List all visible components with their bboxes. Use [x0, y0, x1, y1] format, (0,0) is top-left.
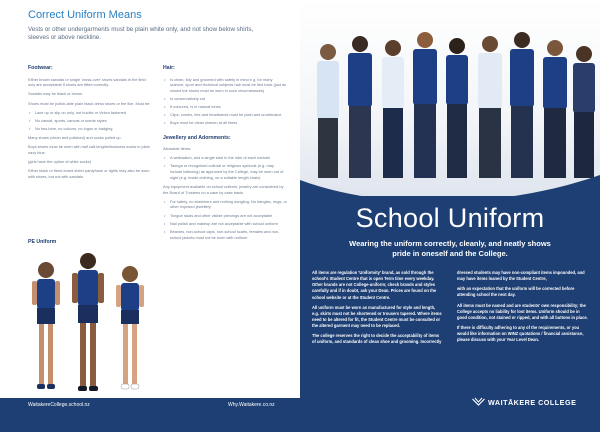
list-item: • A wristwatch, and a single stud in the lobe of each earlobe — [163, 155, 287, 161]
info-paragraph: All uniform must be worn as manufactured for style and length, e.g. skirts must not be shortened or trousers tapered. Where items need to be altered for fit, the Student Centre must be consulted or the altered garment may need to be replaced. — [312, 304, 442, 329]
footwear-list — [28, 110, 153, 132]
college-crest-icon — [472, 397, 485, 407]
info-paragraph: All items must be named and are students' own responsibility; the College accepts no liability for lost items. Uniform should be in good condition, not stained or ripped, and with all buttons in place. — [457, 302, 588, 320]
jewellery-heading: Jewellery and Adornments: — [163, 134, 231, 141]
college-name: WAITĀKERE COLLEGE — [488, 397, 577, 407]
list-item: • Is conservatively cut — [163, 96, 287, 102]
right-page — [300, 0, 600, 432]
jewellery-list — [163, 155, 287, 180]
footwear-text: Shoes must be polish-able plain black dress shoes or the like. Must be: — [28, 100, 151, 106]
hair-list — [163, 77, 287, 127]
info-paragraph: dressed students may have non-compliant items impounded, and may have items loaned by the Student Centre, — [457, 270, 585, 282]
info-paragraph: If there is difficulty adhering to any of the requirements, or you would like information on WINZ quotations / financial assistance, please discuss with your Year Level Dean. — [457, 324, 584, 343]
pe-student-middle — [72, 253, 104, 391]
footwear-text: Boys shoes must be worn with half calf-lengths/business socks in plain navy blue. — [28, 144, 150, 155]
footwear-text: Many shoes (clean and polished) and socks pulled up. — [28, 135, 122, 141]
jewellery-text: Allowable items: — [163, 146, 192, 152]
footwear-text: Either black or flesh-toned sheer pantyhose or tights may also be worn with shoes, but not with sandals. — [28, 168, 150, 179]
list-item: • No casual, sports, canvas or suede styles — [28, 118, 153, 124]
pe-uniform-heading: PE Uniform — [28, 239, 57, 245]
list-item: • Lace up or slip on only, not buckle or Velcro fastened — [28, 110, 153, 116]
list-item: • Is clean, tidy and groomed with safety in mind e.g. for many science, sport and technical subjects hair must be tied back (just as closed toe shoes must be worn in such circumstances) — [163, 77, 287, 94]
pe-uniform-photo — [26, 252, 154, 395]
pe-student-right — [116, 266, 144, 389]
footwear-text: (girls have the option of white socks) — [28, 159, 91, 165]
info-paragraph: The college reserves the right to decide the acceptability of items of uniform, and standards of clean shoe and grooming. Incorrectly — [312, 333, 442, 345]
list-item: • Taonga or recognised cultural or religious symbols (e.g. may include tattooing) as approved by the College, may be worn out of sight (e.g. inside clothing, on a suitable length chain) — [163, 163, 287, 180]
list-item: • Boys must be clean shaven at all times — [163, 120, 287, 126]
info-paragraph: All items are regulation 'Uniformity' brand, as sold through the school's Student Centre that is open Term time every weekday. Other brands are not College-uniform; check brands and styles carefully and if in doubt, ask your Dean. Prices are found on the school website or at the Student Centre. — [312, 270, 437, 300]
footwear-text: Either brown sandals or single 'cross-over' shoes sandals in the field only are acceptable if shoes are fitted correctly. — [28, 76, 146, 88]
school-uniform-title: School Uniform — [355, 203, 545, 233]
left-page-title: Correct Uniform Means — [28, 9, 142, 21]
jewellery-text: Any equipment available on school uniform, jewelry are considered by the Board of Trustees on a case by case basis. — [163, 183, 284, 195]
hair-heading: Hair: — [163, 65, 175, 71]
hair-jewellery-column — [163, 65, 287, 244]
college-logo — [472, 394, 576, 410]
footwear-text: Sandals may be black or brown. — [28, 91, 84, 97]
pe-student-left — [32, 262, 60, 389]
list-item: • Nail polish and makeup are not acceptable with school uniform — [163, 221, 287, 227]
footwear-heading: Footwear: — [28, 65, 53, 71]
uniform-info-column-1 — [312, 270, 442, 350]
uniform-info-column-2 — [457, 270, 589, 347]
list-item: • Tongue studs and other visible piercings are not acceptable — [163, 213, 287, 219]
secondary-website-link[interactable]: Why.Waitakere.co.nz — [228, 402, 275, 408]
footwear-column — [28, 65, 153, 183]
jewellery-list — [163, 199, 287, 240]
list-item: • If coloured, is in natural tones — [163, 104, 287, 110]
intro-text: Vests or other undergarments must be plain white only, and not show below shirts, sleeves or above neckline. — [28, 26, 254, 42]
website-link[interactable]: WaitakereCollege.school.nz — [28, 402, 90, 408]
list-item: • Clips, combs, ties and headbands must be plain and unobtrusive — [163, 112, 287, 118]
school-uniform-subtitle: Wearing the uniform correctly, cleanly, and neatly shows pride in oneself and the College. — [349, 239, 551, 259]
info-paragraph: with an expectation that the uniform will be corrected before attending school the next day. — [457, 286, 575, 298]
list-item: • Beanies, non-school caps, non-school scarfs, females and non-school jackets must not be worn with uniform — [163, 229, 287, 240]
list-item: • For safety, no stretchers and nothing dangling. No bangles, rings, or other exposed jewellery — [163, 199, 287, 210]
list-item: • No two-tone, no colours, no logos or badging — [28, 126, 153, 132]
